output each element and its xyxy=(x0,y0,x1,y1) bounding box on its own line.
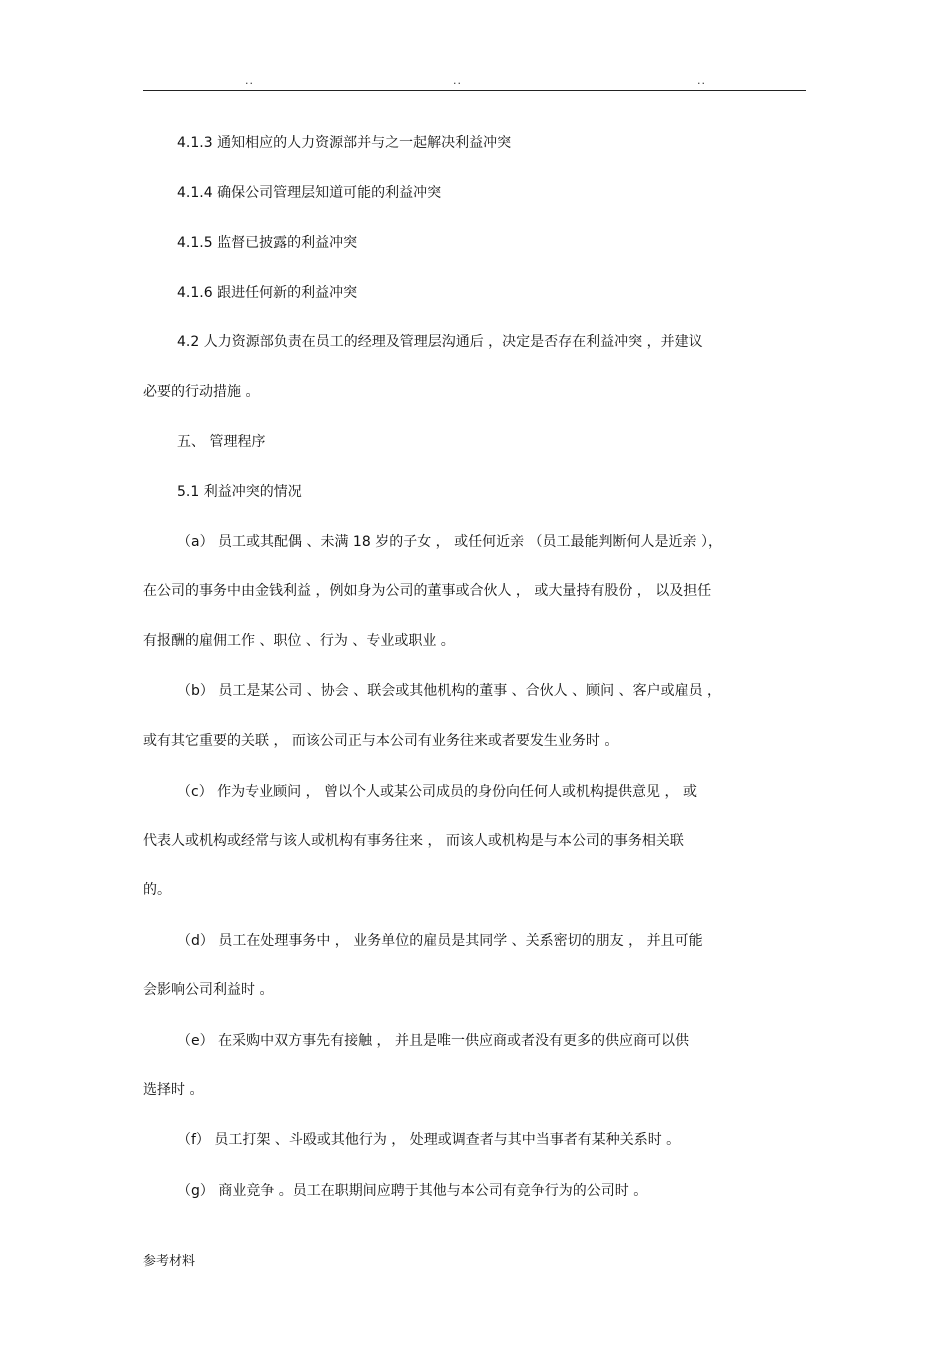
clause-4-2-line1: 4.2 人力资源部负责在员工的经理及管理层沟通后 ，决定是否存在利益冲突 ，并建议 xyxy=(177,334,703,350)
header-mark-center: .. xyxy=(453,74,462,87)
item-f-line1: （f） 员工打架 、斗殴或其他行为 ， 处理或调查者与其中当事者有某种关系时 。 xyxy=(177,1132,681,1148)
header-mark-left: .. xyxy=(245,74,254,87)
clause-4-1-5: 4.1.5 监督已披露的利益冲突 xyxy=(177,235,358,251)
clause-4-1-3: 4.1.3 通知相应的人力资源部并与之一起解决利益冲突 xyxy=(177,135,512,151)
item-e-line2: 选择时 。 xyxy=(143,1082,204,1098)
item-c-line2: 代表人或机构或经常与该人或机构有事务往来 ， 而该人或机构是与本公司的事务相关联 xyxy=(143,833,684,849)
item-e-line1: （e） 在采购中双方事先有接触 ， 并且是唯一供应商或者没有更多的供应商可以供 xyxy=(177,1033,689,1049)
item-b-line1: （b） 员工是某公司 、协会 、联会或其他机构的董事 、合伙人 、顾问 、客户或雇员 ， xyxy=(177,683,722,699)
header-mark-right: .. xyxy=(697,74,706,87)
section-5-heading: 五、 管理程序 xyxy=(177,434,266,450)
item-a-line2: 在公司的事务中由金钱利益 ，例如身为公司的董事或合伙人 ， 或大量持有股份 ， 以及担任 xyxy=(143,583,712,599)
page-footer: 参考材料 xyxy=(143,1254,196,1269)
clause-4-2-line2: 必要的行动措施 。 xyxy=(143,384,260,400)
clause-4-1-6: 4.1.6 跟进任何新的利益冲突 xyxy=(177,285,358,301)
clause-4-1-4: 4.1.4 确保公司管理层知道可能的利益冲突 xyxy=(177,185,442,201)
clause-5-1-heading: 5.1 利益冲突的情况 xyxy=(177,484,302,500)
item-b-line2: 或有其它重要的关联 ， 而该公司正与本公司有业务往来或者要发生业务时 。 xyxy=(143,733,619,749)
item-g-line1: （g） 商业竞争 。员工在职期间应聘于其他与本公司有竞争行为的公司时 。 xyxy=(177,1183,648,1199)
item-c-line1: （c） 作为专业顾问 ， 曾以个人或某公司成员的身份向任何人或机构提供意见 ， 或 xyxy=(177,784,697,800)
item-c-line3: 的。 xyxy=(143,882,171,898)
item-d-line1: （d） 员工在处理事务中 ， 业务单位的雇员是其同学 、关系密切的朋友 ， 并且可能 xyxy=(177,933,703,949)
header-rule xyxy=(143,90,806,91)
item-d-line2: 会影响公司利益时 。 xyxy=(143,982,274,998)
item-a-line1: （a） 员工或其配偶 、未满 18 岁的子女 ， 或任何近亲 （员工最能判断何人是近亲 ）， xyxy=(177,534,722,550)
item-a-line3: 有报酬的雇佣工作 、职位 、行为 、专业或职业 。 xyxy=(143,633,455,649)
